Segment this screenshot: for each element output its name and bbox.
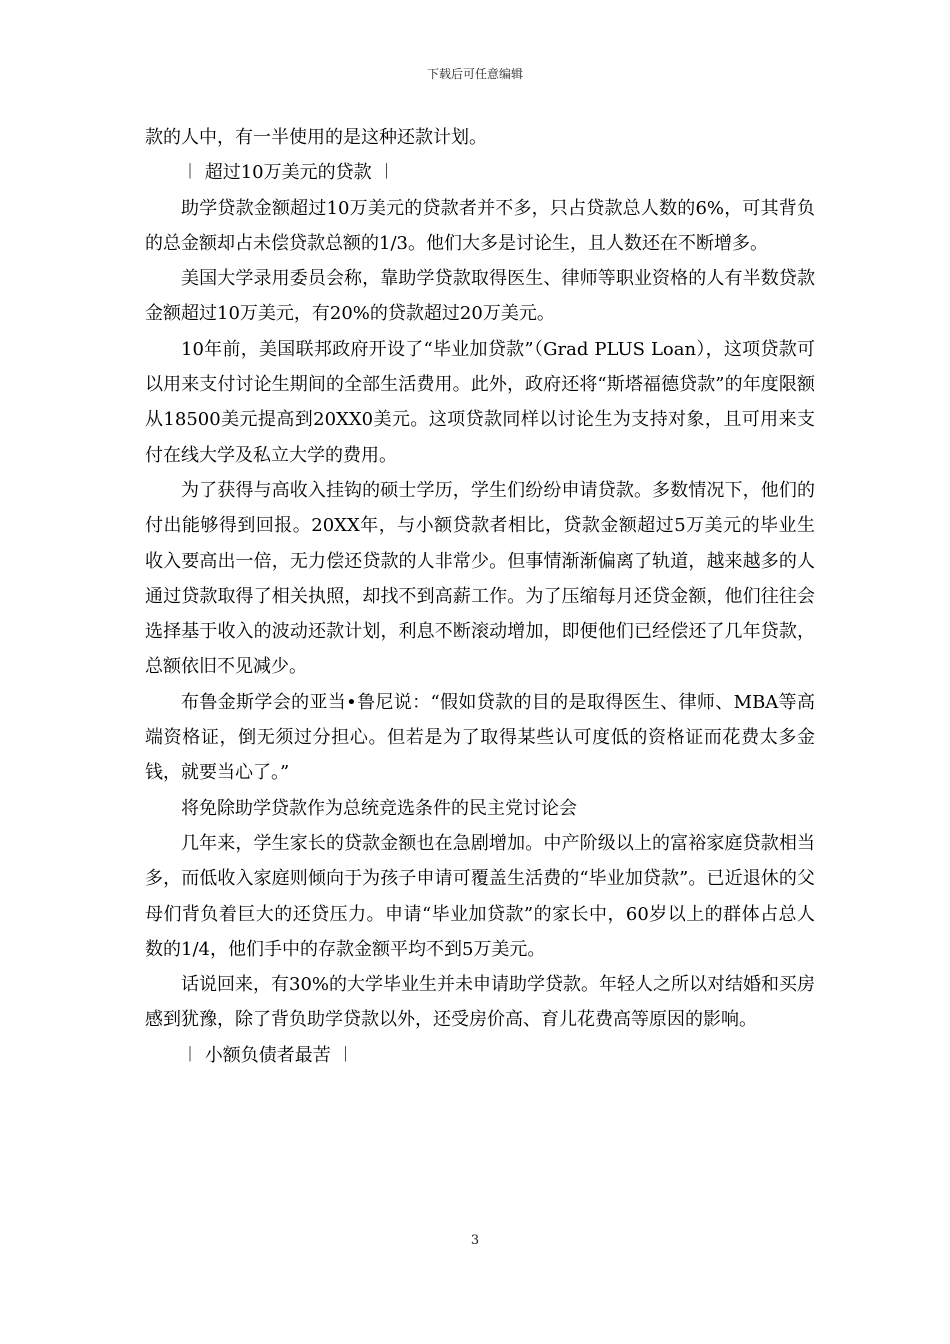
paragraph-admissions-committee: 美国大学录用委员会称，靠助学贷款取得医生、律师等职业资格的人有半数贷款金额超过10万美元，有20%的贷款超过20万美元。 [145,268,815,325]
paragraph-grad-plus-loan: 10年前，美国联邦政府开设了“毕业加贷款”（Grad PLUS Loan），这项贷款可以用来支付讨论生期间的全部生活费用。此外，政府还将“斯塔福德贷款”的年度限额从18500美元提高到20XX0美元。这项贷款同样以讨论生为支持对象，且可用来支付在线大学及私立大学的费用。 [145,338,815,466]
paragraph-continuation: 款的人中，有一半使用的是这种还款计划。 [145,127,487,148]
paragraph-no-loan-graduates: 话说回来，有30%的大学毕业生并未申请助学贷款。年轻人之所以对结婚和买房感到犹豫，除了背负助学贷款以外，还受房价高、育儿花费高等原因的影响。 [145,974,816,1031]
image-caption-democratic-debate: 将免除助学贷款作为总统竞选条件的民主党讨论会 [181,797,577,819]
paragraph-parent-loans: 几年来，学生家长的贷款金额也在急剧增加。中产阶级以上的富裕家庭贷款相当多，而低收入家庭则倾向于为孩子申请可覆盖生活费的“毕业加贷款”。已近退休的父母们背负着巨大的还贷压力。申请“毕业加贷款”的家长中，60岁以上的群体占总人数的1/4，他们手中的存款金额平均不到5万美元。 [145,832,815,960]
section-heading-small-debtors: ︱ 小额负债者最苦 ︱ [181,1044,355,1066]
document-body [145,120,815,1073]
paragraph-large-loan-share: 助学贷款金额超过10万美元的贷款者并不多，只占贷款总人数的6%，可其背负的总金额却占未偿贷款总额的1/3。他们大多是讨论生，且人数还在不断增多。 [145,197,815,254]
page-number: 3 [470,1233,480,1248]
section-heading-large-loans: ︱ 超过10万美元的贷款 ︱ [181,162,396,184]
paragraph-brookings-quote: 布鲁金斯学会的亚当•鲁尼说：“假如贷款的目的是取得医生、律师、MBA等高端资格证，倒无须过分担心。但若是为了取得某些认可度低的资格证而花费太多金钱，就要当心了。” [145,691,815,784]
page-header: 下载后可任意编辑 [426,67,523,81]
paragraph-masters-degree: 为了获得与高收入挂钩的硕士学历，学生们纷纷申请贷款。多数情况下，他们的付出能够得到回报。20XX年，与小额贷款者相比，贷款金额超过5万美元的毕业生收入要高出一倍，无力偿还贷款的人非常少。但事情渐渐偏离了轨道，越来越多的人通过贷款取得了相关执照，却找不到高薪工作。为了压缩每月还贷金额，他们往往会选择基于收入的波动还款计划，利息不断滚动增加，即便他们已经偿还了几年贷款，总额依旧不见减少。 [145,479,815,678]
